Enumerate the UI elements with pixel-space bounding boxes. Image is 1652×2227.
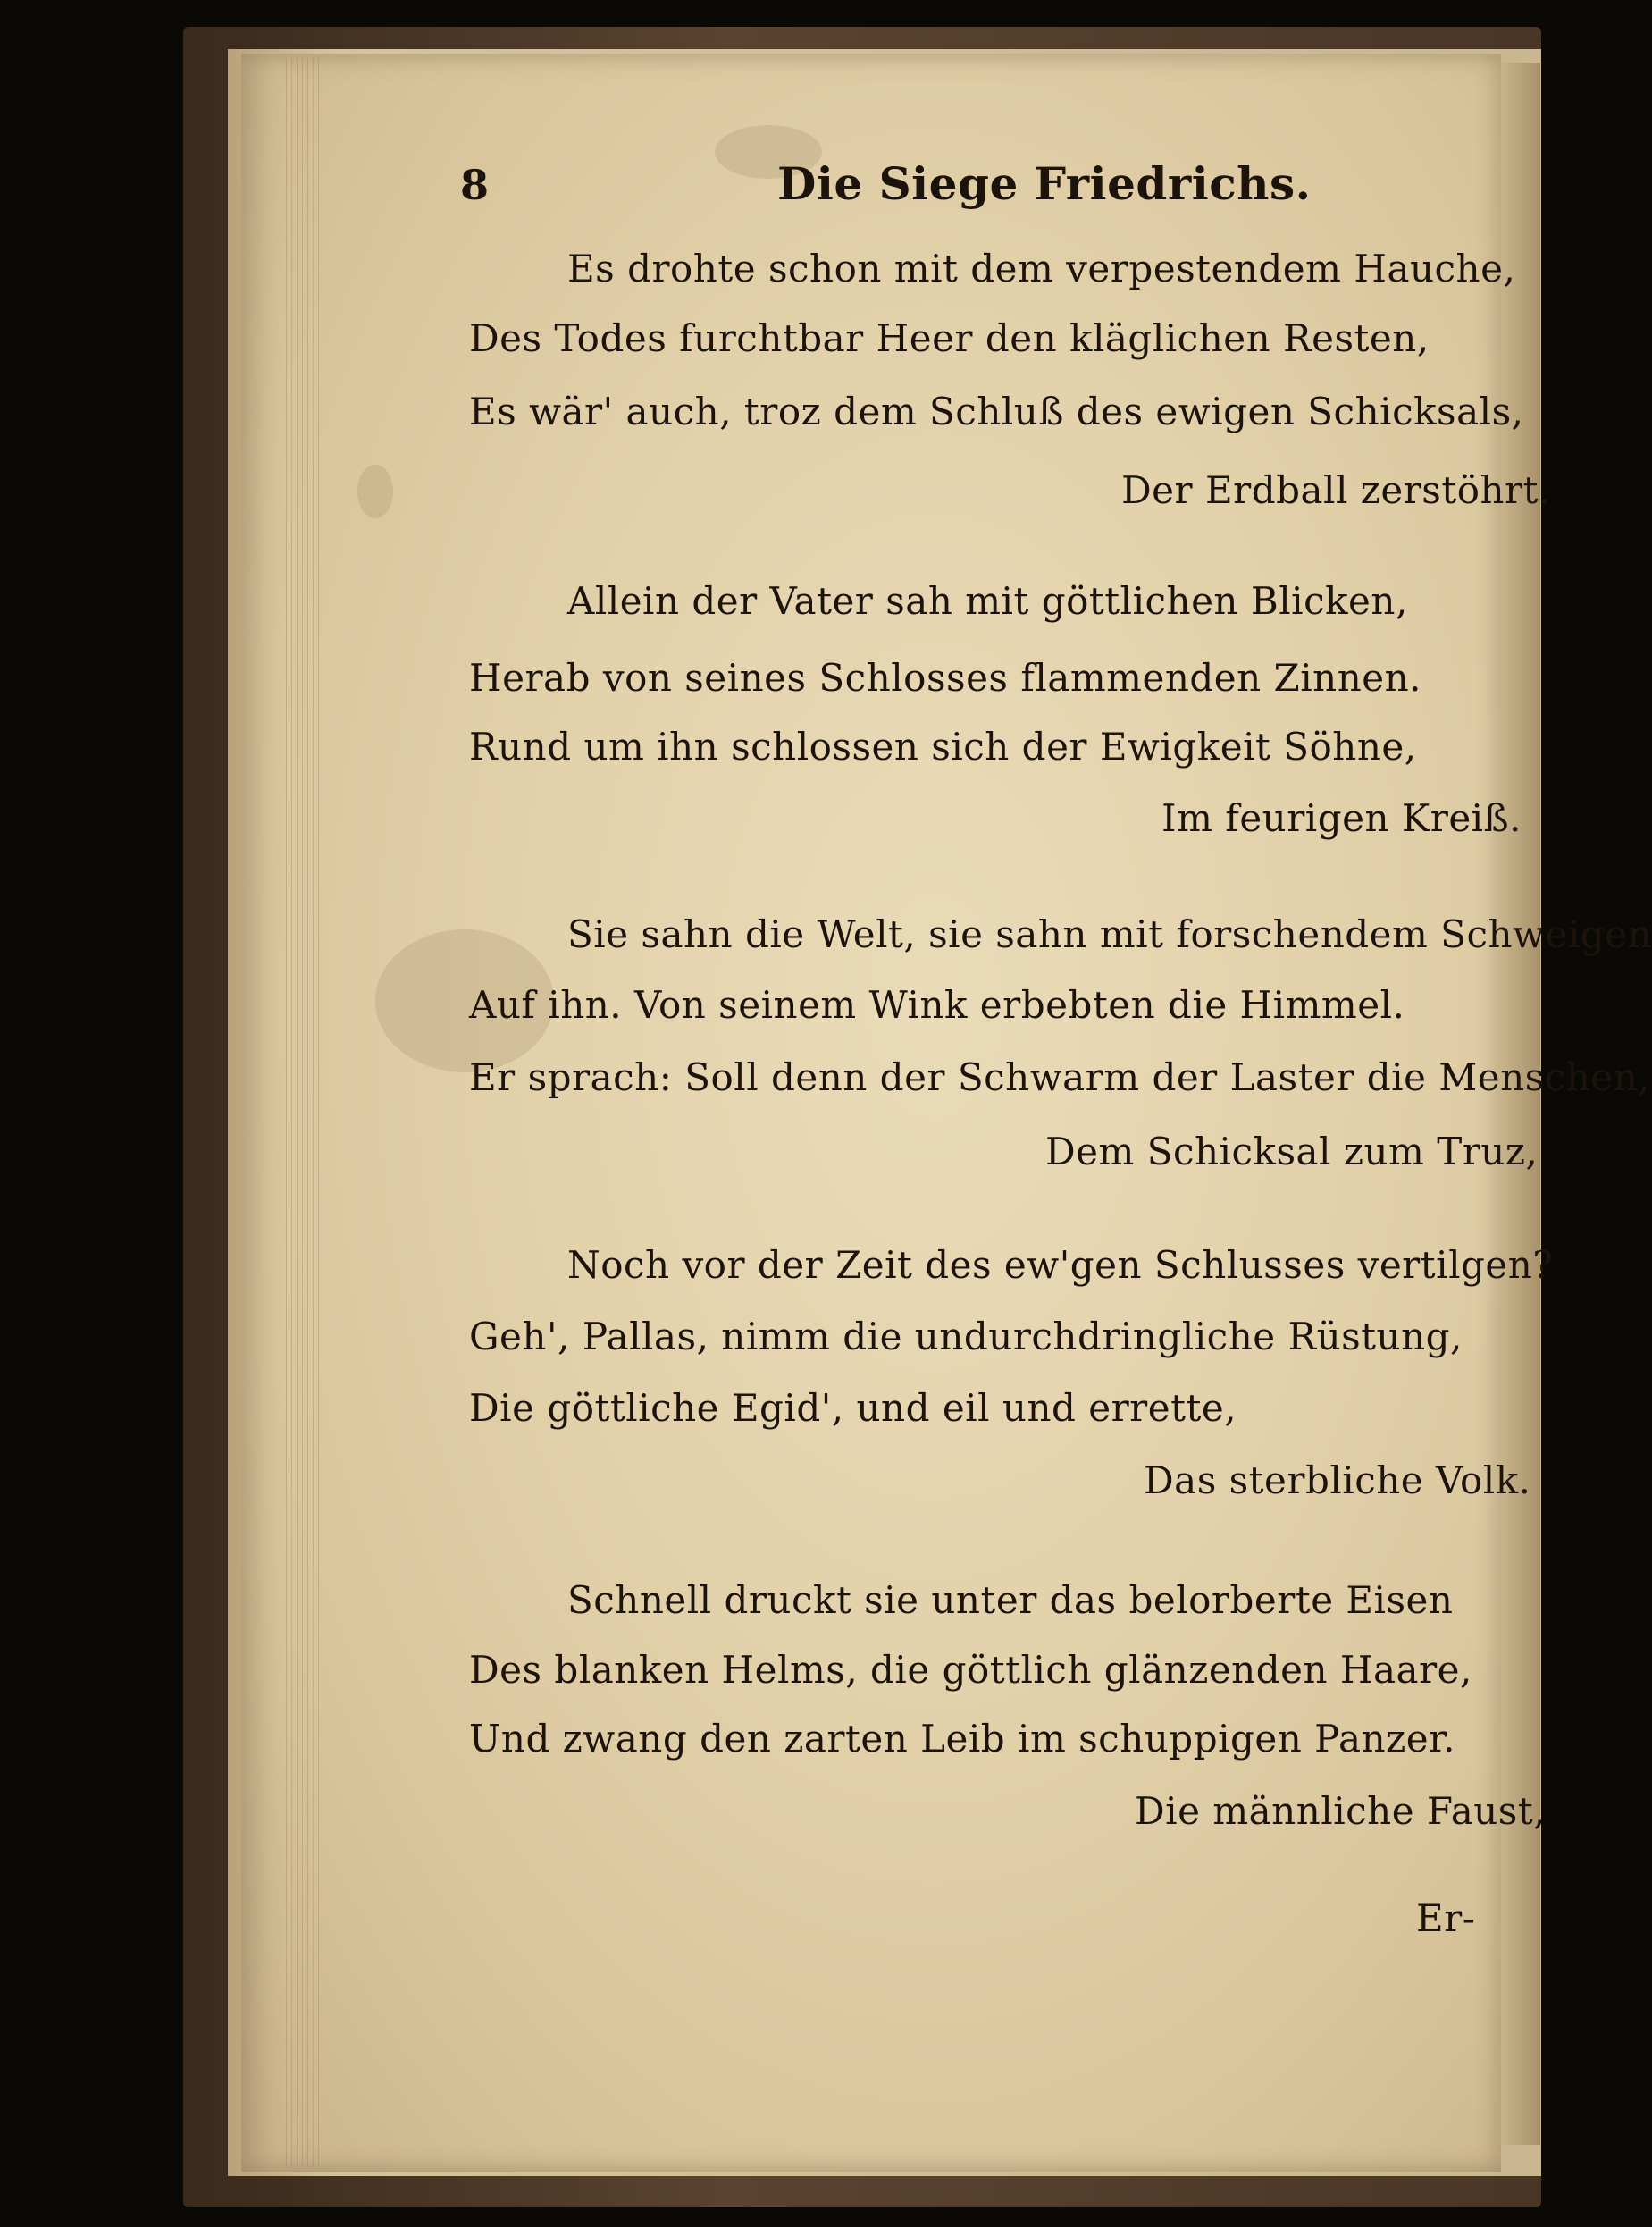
verse-line: Herab von seines Schlosses flammenden Zinnen. [469,656,1422,700]
verse-line: Geh', Pallas, nimm die undurchdringliche Rüstung, [469,1315,1463,1358]
verse-line: Allein der Vater sah mit göttlichen Blicken, [567,579,1408,623]
verse-line: Noch vor der Zeit des ew'gen Schlusses vertilgen? [567,1243,1554,1287]
verse-line: Dem Schicksal zum Truz, [1045,1130,1539,1173]
verse-line: Das sterbliche Volk. [1144,1458,1531,1502]
verse-line: Die männliche Faust, [1135,1789,1547,1833]
verse-line: Der Erdball zerstöhrt. [1121,468,1551,512]
running-title: Die Siege Friedrichs. [777,157,1312,210]
verse-line: Die göttliche Egid', und eil und errette, [469,1386,1237,1430]
page [241,54,1501,2172]
verse-line: Schnell druckt sie unter das belorberte Eisen [567,1578,1454,1622]
verse-line: Es drohte schon mit dem verpestendem Hauche, [567,247,1516,290]
verse-line: Es wär' auch, troz dem Schluß des ewigen Schicksals, [469,390,1524,433]
verse-line: Im feurigen Kreiß. [1161,796,1522,840]
page-number: 8 [460,161,490,209]
verse-line: Sie sahn die Welt, sie sahn mit forschendem Schweigen [567,912,1652,956]
catchword: Er- [1416,1896,1476,1940]
verse-line: Auf ihn. Von seinem Wink erbebten die Himmel. [469,983,1405,1027]
verse-line: Des Todes furchtbar Heer den kläglichen Resten, [469,316,1430,360]
verse-line: Rund um ihn schlossen sich der Ewigkeit Söhne, [469,725,1417,769]
gutter-lines [286,58,322,2167]
paper-stain [357,465,393,518]
verse-line: Er sprach: Soll denn der Schwarm der Laster die Menschen, [469,1055,1651,1099]
verse-line: Des blanken Helms, die göttlich glänzenden Haare, [469,1648,1472,1692]
verse-line: Und zwang den zarten Leib im schuppigen Panzer. [469,1717,1455,1761]
